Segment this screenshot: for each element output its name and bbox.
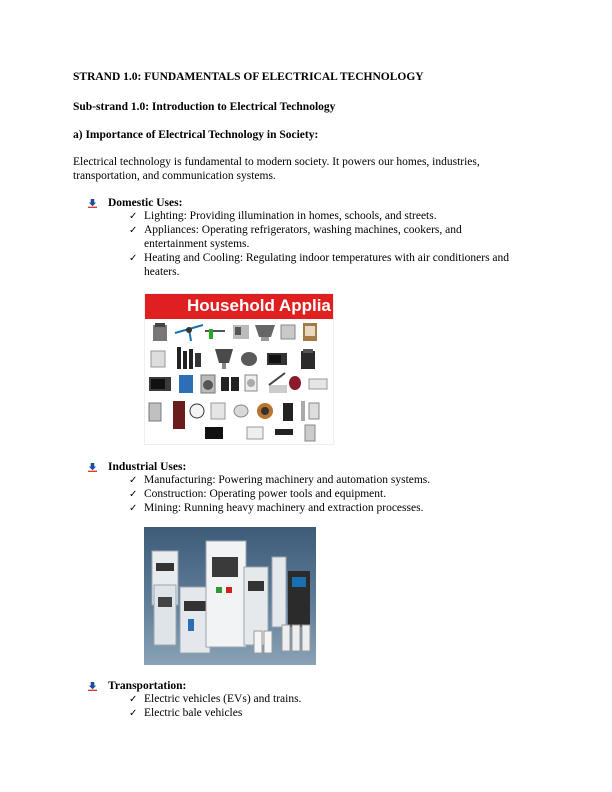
checkmark-icon: ✓ [129,489,138,500]
list-item: Appliances: Operating refrigerators, washing machines, cookers, and [144,224,462,236]
circuit-breakers-icon [144,527,316,665]
checkmark-icon: ✓ [129,503,138,514]
list-item: Construction: Operating power tools and equipment. [144,488,387,500]
list-item-continuation: entertainment systems. [144,238,250,250]
industrial-heading: Industrial Uses: [108,461,187,473]
arrow-bullet-icon [88,682,97,691]
section-heading: a) Importance of Electrical Technology in Society: [73,129,319,141]
list-item: Manufacturing: Powering machinery and automation systems. [144,474,431,486]
intro-line-2: transportation, and communication systems. [73,170,276,182]
list-item: Lighting: Providing illumination in homes, schools, and streets. [144,210,437,222]
list-item: Mining: Running heavy machinery and extraction processes. [144,502,424,514]
appliance-collage-icon [145,319,333,444]
domestic-heading: Domestic Uses: [108,197,183,209]
checkmark-icon: ✓ [129,708,138,719]
list-item-continuation: heaters. [144,266,180,278]
household-appliances-image [144,293,334,445]
checkmark-icon: ✓ [129,211,138,222]
checkmark-icon: ✓ [129,253,138,264]
list-item: Electric vehicles (EVs) and trains. [144,693,302,705]
list-item: Electric bale vehicles [144,707,243,719]
checkmark-icon: ✓ [129,694,138,705]
list-item: Heating and Cooling: Regulating indoor temperatures with air conditioners and [144,252,510,264]
checkmark-icon: ✓ [129,475,138,486]
checkmark-icon: ✓ [129,225,138,236]
industrial-equipment-image [144,527,316,665]
arrow-bullet-icon [88,463,97,472]
image-banner [145,294,333,319]
intro-line-1: Electrical technology is fundamental to modern society. It powers our homes, industries, [73,156,480,168]
transport-heading: Transportation: [108,680,187,692]
substrand-heading: Sub-strand 1.0: Introduction to Electrical Technology [73,101,336,113]
arrow-bullet-icon [88,199,97,208]
image-banner-text: Household Applia [187,296,331,315]
document-title: STRAND 1.0: FUNDAMENTALS OF ELECTRICAL TECHNOLOGY [73,71,424,83]
